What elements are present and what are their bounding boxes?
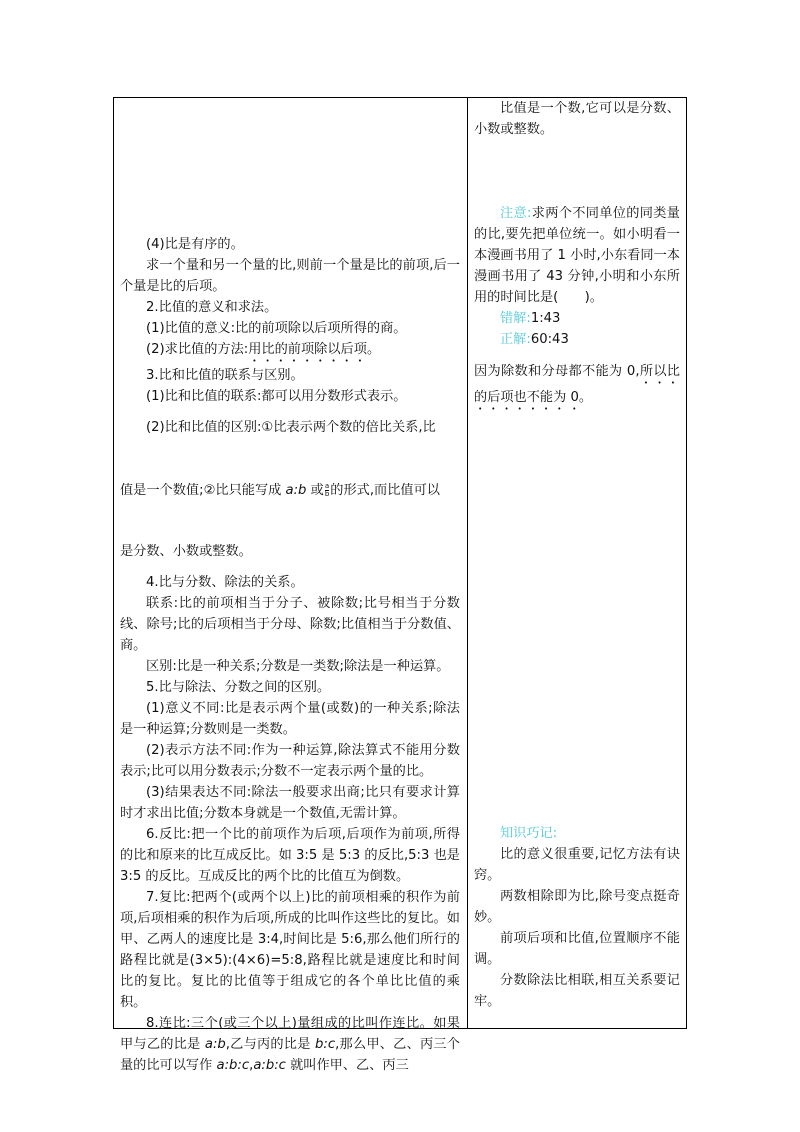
memory-label: 知识巧记:: [500, 826, 558, 841]
item-meaning-diff: (1)意义不同:比是表示两个量(或数)的一种关系;除法是一种运算;分数则是一类数。: [120, 701, 460, 737]
note-label: 注意:: [500, 206, 532, 221]
item-ratio-value-meaning: (1)比值的意义:比的前项除以后项所得的商。: [146, 321, 407, 336]
item-compound-ratio: 7.复比:把两个(或两个以上)比的前项相乘的积作为前项,后项相乘的积作为后项,所成的比叫作这些比的复比。如甲、乙两人的速度比是 3:4,时间比是 5:6,那么他们所行的路程比就是(3×5):(4×6)=5:8,路程比就是速度比和时间比的复比。复比的比值等于组成它的各个单比比值的乘积。: [120, 890, 460, 1010]
item-relation-diff-cont: 值是一个数值;②比只能写成 a:b 或 $\frac{a}{b}$ 的形式,而比值可以: [120, 481, 440, 498]
item-result-diff: (3)结果表达不同:除法一般要求出商;比只有要求计算时才求出比值;分数本身就是一个数值,无需计算。: [120, 785, 460, 821]
memory-line-3: 前项后项和比值,位置顺序不能调。: [474, 931, 680, 967]
note-zero: 因为除数和分母都不能为 0,所以比的后项也不能为 0。: [474, 364, 680, 405]
item-relation-link: (1)比和比值的联系:都可以用分数形式表示。: [146, 389, 407, 404]
memory-line-4: 分数除法比相联,相互关系要记牢。: [474, 973, 680, 1009]
item-front-back: 求一个量和另一个量的比,则前一个量是比的前项,后一个量是比的后项。: [120, 258, 460, 294]
fraction-a-over-b: $\frac{a}{b}$: [324, 481, 330, 498]
note-ratio-value: 比值是一个数,它可以是分数、小数或整数。: [474, 101, 680, 137]
note-units: 注意:求两个不同单位的同类量的比,要先把单位统一。如小明看一本漫画书用了 1 小时,小东看同一本漫画书用了 43 分钟,小明和小东所用的时间比是( )。: [474, 206, 680, 305]
right-column-top: [474, 98, 680, 140]
heading-ratio-value: 2.比值的意义和求法。: [146, 300, 278, 315]
heading-relation: 3.比和比值的联系与区别。: [146, 368, 304, 383]
item-notation-diff: (2)表示方法不同:作为一种运算,除法算式不能用分数表示;比可以用分数表示;分数不一定表示两个量的比。: [120, 743, 460, 779]
emphasis-zero: 所以比的后项也不能为 0。: [474, 364, 680, 405]
item-relation-diff: (2)比和比值的区别:①比表示两个数的倍比关系,比: [146, 420, 436, 435]
item-inverse-ratio: 6.反比:把一个比的前项作为后项,后项作为前项,所得的比和原来的比互成反比。如 3:5 是 5:3 的反比,5:3 也是 3:5 的反比。互成反比的两个比的比值互为倒数。: [120, 827, 460, 884]
column-divider: [467, 97, 468, 1029]
heading-diff-three: 5.比与除法、分数之间的区别。: [146, 680, 331, 695]
item-ratio-value-method: (2)求比值的方法:用比的前项除以后项。: [146, 342, 381, 357]
emphasis-method: 用比的前项除以后项: [248, 342, 367, 357]
right-column-note: [474, 203, 680, 350]
right-column-zero: [474, 361, 680, 413]
wrong-label: 错解:: [500, 311, 531, 326]
item-link: 联系:比的前项相当于分子、被除数;比号相当于分数线、除号;比的后项相当于分母、除数;比值相当于分数值、商。: [120, 596, 460, 653]
item-continued-ratio: 8.连比:三个(或三个以上)量组成的比叫作连比。如果甲与乙的比是 a:b,乙与丙的比是 b:c,那么甲、乙、丙三个量的比可以写作 a:b:c,a:b:c 就叫作甲、乙、丙三: [120, 1016, 460, 1073]
heading-fraction-division: 4.比与分数、除法的关系。: [146, 575, 304, 590]
correct-answer: 正解:60:43: [500, 332, 569, 347]
wrong-answer: 错解:1:43: [500, 311, 561, 326]
item-relation-diff-end: 是分数、小数或整数。: [120, 544, 252, 559]
right-column-memory: [474, 823, 680, 1012]
memory-line-1: 比的意义很重要,记忆方法有诀窍。: [474, 847, 680, 883]
left-column: [120, 234, 460, 1076]
correct-label: 正解:: [500, 332, 531, 347]
item-difference: 区别:比是一种关系;分数是一类数;除法是一种运算。: [146, 659, 450, 674]
memory-line-2: 两数相除即为比,除号变点挺奇妙。: [474, 889, 680, 925]
item-ordered: (4)比是有序的。: [146, 237, 244, 252]
